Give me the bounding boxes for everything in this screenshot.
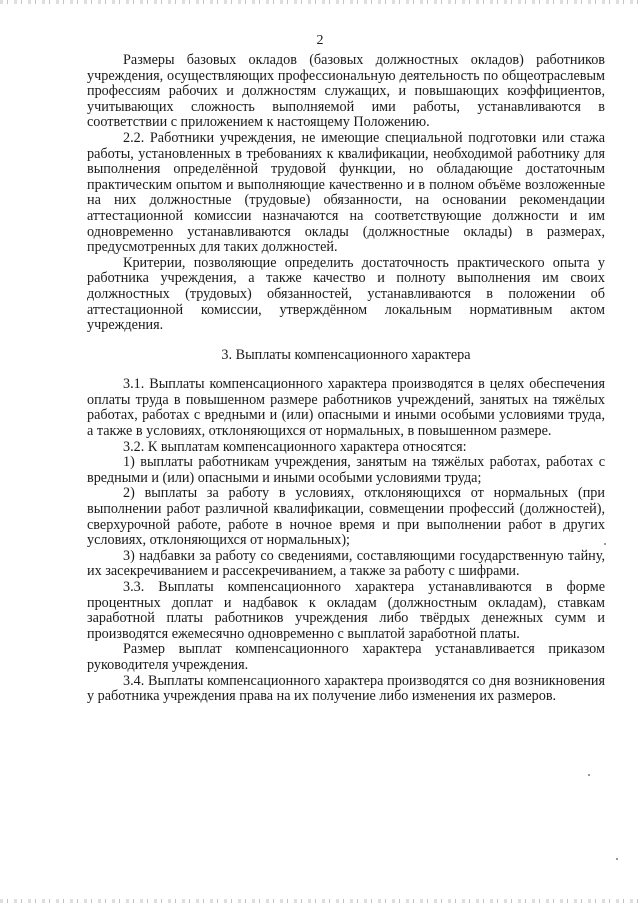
list-item-2: 2) выплаты за работу в условиях, отклоняющихся от нормальных (при выполнении работ различной квалификации, совмещении профессий (должностей), сверхурочной работе, работе в ночное время и при выполнении работ в других условиях, отклоняющихся от нормальных); xyxy=(87,485,605,549)
paragraph-3-3: 3.3. Выплаты компенсационного характера устанавливаются в форме процентных доплат и надбавок к окладам (должностным окладам), ставкам заработной платы работников учреждения либо твёрдых денежных сумм и производятся ежемесячно одновременно с выплатой заработной платы. xyxy=(87,579,605,642)
page-number: 2 xyxy=(316,33,324,48)
document-body xyxy=(87,53,605,705)
paragraph-3-4: 3.4. Выплаты компенсационного характера производятся со дня возникновения у работника учреждения права на их получение либо изменения их размеров. xyxy=(87,672,605,705)
paragraph-base-salaries: Размеры базовых окладов (базовых должностных окладов) работников учреждения, осуществляющих профессиональную деятельность по общеотраслевым профессиям рабочих и должностям служащих, и повышающих коэффициентов, учитывающих сложность выполняемой ими работы, устанавливаются в соответствии с приложением к настоящему Положению. xyxy=(87,52,605,131)
paragraph-3-2: 3.2. К выплатам компенсационного характера относятся: xyxy=(123,438,467,455)
scan-edge-bottom xyxy=(0,899,640,903)
scan-speck xyxy=(604,543,606,545)
section-heading-3: 3. Выплаты компенсационного характера xyxy=(221,346,471,363)
paragraph-3-1: 3.1. Выплаты компенсационного характера производятся в целях обеспечения оплаты труда в повышенном размере работников учреждений, занятых на тяжёлых работах, работах с вредными и (или) опасными и иными особыми условиями труда, а также в условиях, отклоняющихся от нормальных, в повышенном размере. xyxy=(87,376,605,440)
scan-speck xyxy=(588,774,590,776)
paragraph-criteria: Критерии, позволяющие определить достаточность практического опыта у работника учреждения, а также качество и полноту выполнения им своих должностных (трудовых) обязанностей, устанавливаются в положении об аттестационной комиссии, утверждённом локальным нормативным актом учреждения. xyxy=(87,254,605,334)
paragraph-2-2: 2.2. Работники учреждения, не имеющие специальной подготовки или стажа работы, установленных в требованиях к квалификации, необходимой работнику для выполнения определённой трудовой функции, но обладающие достаточным практическим опытом и выполняющие качественно и в полном объёме возложенные на них должностные (трудовые) обязанности, на основании рекомендации аттестационной комиссии назначаются на соответствующие должности и им одновременно устанавливаются оклады (должностные оклады) в размерах, предусмотренных для таких должностей. xyxy=(87,129,605,256)
list-item-1: 1) выплаты работникам учреждения, занятым на тяжёлых работах, работах с вредными и (или) опасными и иными особыми условиями труда; xyxy=(87,454,605,486)
scan-speck xyxy=(616,858,618,860)
paragraph-size-order: Размер выплат компенсационного характера устанавливается приказом руководителя учреждения. xyxy=(87,641,605,673)
scan-edge-top xyxy=(0,0,640,4)
list-item-3: 3) надбавки за работу со сведениями, составляющими государственную тайну, их засекречиванием и рассекречиванием, а также за работу с шифрами. xyxy=(87,547,605,580)
